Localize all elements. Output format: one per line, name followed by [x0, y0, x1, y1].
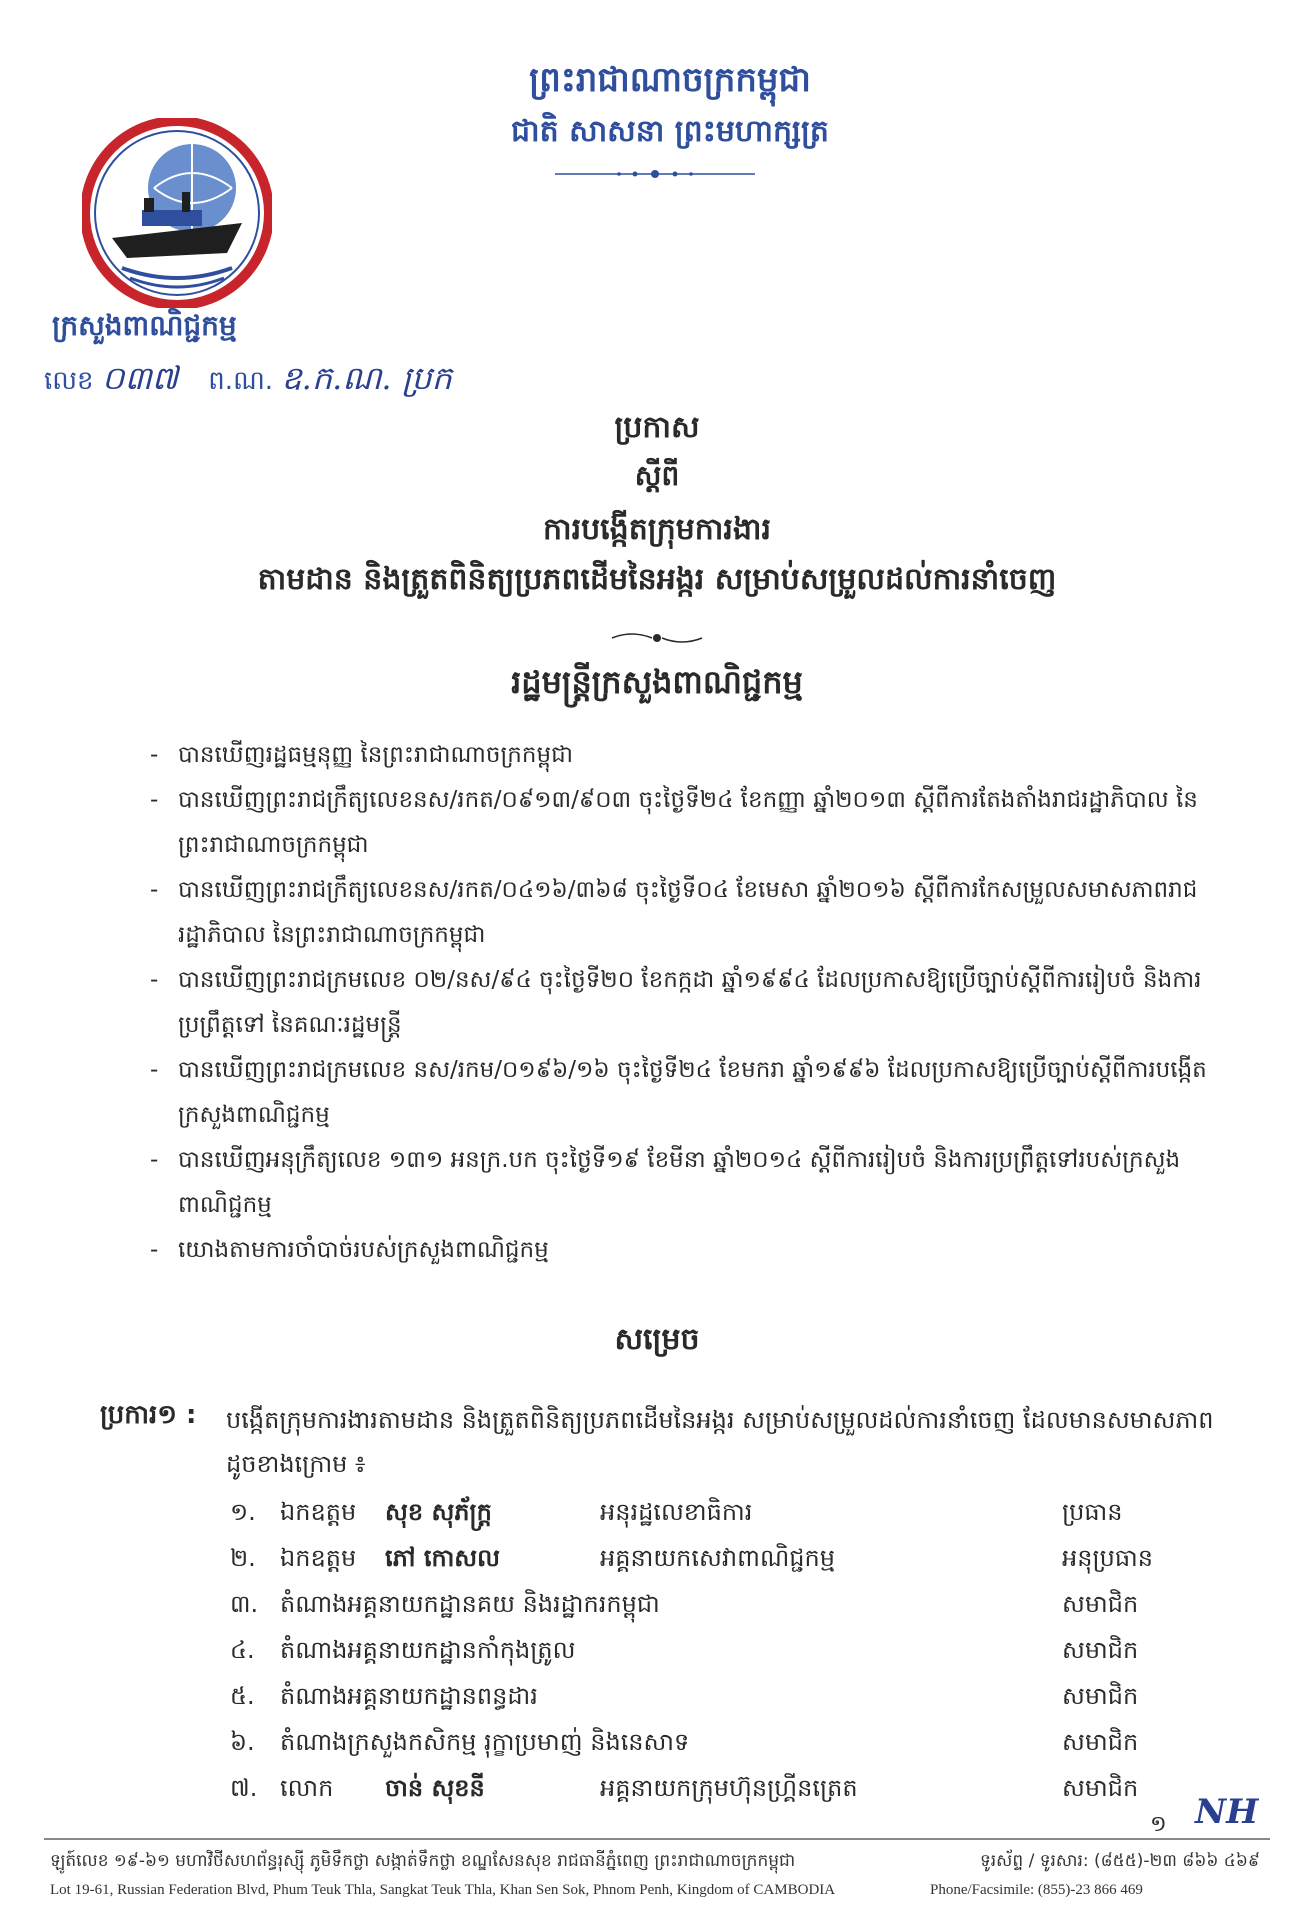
article-1-text: បង្កើតក្រុមការងារតាមដាន និងត្រួតពិនិត្យប្រភពដើមនៃអង្ករ សម្រាប់សម្រួលដល់ការនាំចេញ ដែលមានសមាសភាពដូចខាងក្រោម ៖ — [226, 1406, 1214, 1478]
address-kh: ឡូត៍លេខ ១៩-៦១ មហាវិថីសហព័ន្ធរុស្ស៊ី ភូមិទឹកថ្លា សង្កាត់ទឹកថ្លា ខណ្ឌសែនសុខ រាជធានីភ្នំពេញ ព្រះរាជាណាចក្រកម្ពុជា — [50, 1851, 796, 1871]
member-row: ១. ឯកឧត្ដម សុខ សុភ័ក្ត្រ អនុរដ្ឋលេខាធិការ ប្រធាន — [230, 1498, 1123, 1526]
member-row: ២. ឯកឧត្ដម ភៅ កោសល អគ្គនាយកសេវាពាណិជ្ជកម្ម អនុប្រធាន — [230, 1544, 1153, 1572]
recital-item: - បានឃើញព្រះរាជក្រឹត្យលេខនស/រកត/០៩១៣/៩០៣ ចុះថ្ងៃទី២៤ ខែកញ្ញា ឆ្នាំ២០១៣ ស្ដីពីការតែងតាំងរាជរដ្ឋាភិបាល នៃព្រះរាជាណាចក្រកម្ពុជា — [150, 778, 1225, 868]
recitals-list — [150, 733, 1225, 1273]
phone-kh: ទូរស័ព្ទ / ទូរសារ: (៨៥៥)-២៣ ៨៦៦ ៤៦៩ — [980, 1851, 1260, 1871]
member-row: ៣. តំណាងអគ្គនាយកដ្ឋានគយ និងរដ្ឋាករកម្ពុជា សមាជិក — [230, 1590, 1139, 1618]
footer-address-english — [50, 1882, 1143, 1899]
footer-address-khmer — [50, 1850, 1260, 1875]
recital-item: - បានឃើញព្រះរាជក្រមលេខ ០២/នស/៩៤ ចុះថ្ងៃទី២០ ខែកក្កដា ឆ្នាំ១៩៩៤ ដែលប្រកាសឱ្យប្រើច្បាប់ស្ដីពីការរៀបចំ និងការប្រព្រឹត្តទៅ នៃគណៈរដ្ឋមន្ត្រី — [150, 958, 1225, 1048]
recital-item: - បានឃើញព្រះរាជក្រឹត្យលេខនស/រកត/០៤១៦/៣៦៨ ចុះថ្ងៃទី០៤ ខែមេសា ឆ្នាំ២០១៦ ស្ដីពីការកែសម្រួលសមាសភាពរាជរដ្ឋាភិបាល នៃព្រះរាជាណាចក្រកម្ពុជា — [150, 868, 1225, 958]
handwritten-initials: NH — [1195, 1792, 1259, 1832]
reference-number — [44, 358, 452, 405]
ornament-divider-icon — [555, 166, 755, 182]
national-motto: ជាតិ សាសនា ព្រះមហាក្សត្រ — [511, 114, 829, 149]
address-en: Lot 19-61, Russian Federation Blvd, Phum Teuk Thla, Sangkat Teuk Thla, Khan Sen Sok, Phnom Penh, Kingdom of CAMBODIA — [50, 1882, 836, 1898]
document-type: ប្រកាស — [614, 410, 700, 445]
member-row: ៥. តំណាងអគ្គនាយកដ្ឋានពន្ធដារ សមាជិក — [230, 1682, 1139, 1710]
member-row: ៧. លោក ចាន់ សុខនី អគ្គនាយកក្រុមហ៊ុនហ្គ្រីនត្រេត សមាជិក — [230, 1774, 1139, 1802]
ornament-small-icon — [607, 630, 707, 646]
kingdom-title: ព្រះរាជាណាចក្រកម្ពុជា — [529, 60, 811, 100]
decision-heading: សម្រេច — [614, 1322, 700, 1357]
member-row: ៤. តំណាងអគ្គនាយកដ្ឋានកាំកុងត្រូល សមាជិក — [230, 1636, 1139, 1664]
subject-line-2: តាមដាន និងត្រួតពិនិត្យប្រភពដើមនៃអង្ករ សម្រាប់សម្រួលដល់ការនាំចេញ — [257, 562, 1057, 597]
ministry-name: ក្រសួងពាណិជ្ជកម្ម — [52, 309, 237, 342]
recital-item: - បានឃើញអនុក្រឹត្យលេខ ១៣១ អនក្រ.បក ចុះថ្ងៃទី១៩ ខែមីនា ឆ្នាំ២០១៤ ស្ដីពីការរៀបចំ និងការប្រព្រឹត្តទៅរបស់ក្រសួងពាណិជ្ជកម្ម — [150, 1138, 1225, 1228]
recital-item: - យោងតាមការចាំបាច់របស់ក្រសួងពាណិជ្ជកម្ម — [150, 1228, 1225, 1273]
member-row: ៦. តំណាងក្រសួងកសិកម្ម រុក្ខាប្រមាញ់ និងនេសាទ សមាជិក — [230, 1728, 1139, 1756]
phone-en: Phone/Facsimile: (855)-23 866 469 — [930, 1882, 1143, 1898]
subject-line-1: ការបង្កើតក្រុមការងារ — [543, 512, 771, 547]
ref-prefix: លេខ — [44, 366, 94, 396]
recital-item: - បានឃើញរដ្ឋធម្មនុញ្ញ នៃព្រះរាជាណាចក្រកម្ពុជា — [150, 733, 1225, 778]
ref-middle: ព.ណ. — [208, 366, 274, 396]
page-number: ១ — [1150, 1812, 1167, 1837]
recital-item: - បានឃើញព្រះរាជក្រមលេខ នស/រកម/០១៩៦/១៦ ចុះថ្ងៃទី២៤ ខែមករា ឆ្នាំ១៩៩៦ ដែលប្រកាសឱ្យប្រើច្បាប់ស្ដីពីការបង្កើតក្រសួងពាណិជ្ជកម្ម — [150, 1048, 1225, 1138]
ref-handwritten-number: ០៣៧ — [101, 359, 179, 397]
article-1-label: ប្រការ១ : — [100, 1400, 197, 1430]
footer-divider — [44, 1838, 1270, 1840]
ministry-seal-icon — [82, 118, 272, 308]
issuer-title: រដ្ឋមន្ត្រីក្រសួងពាណិជ្ជកម្ម — [511, 663, 803, 701]
subject-label: ស្ដីពី — [634, 459, 680, 492]
ref-handwritten-code: ឧ.ក.ណ. ប្រក — [281, 359, 452, 397]
